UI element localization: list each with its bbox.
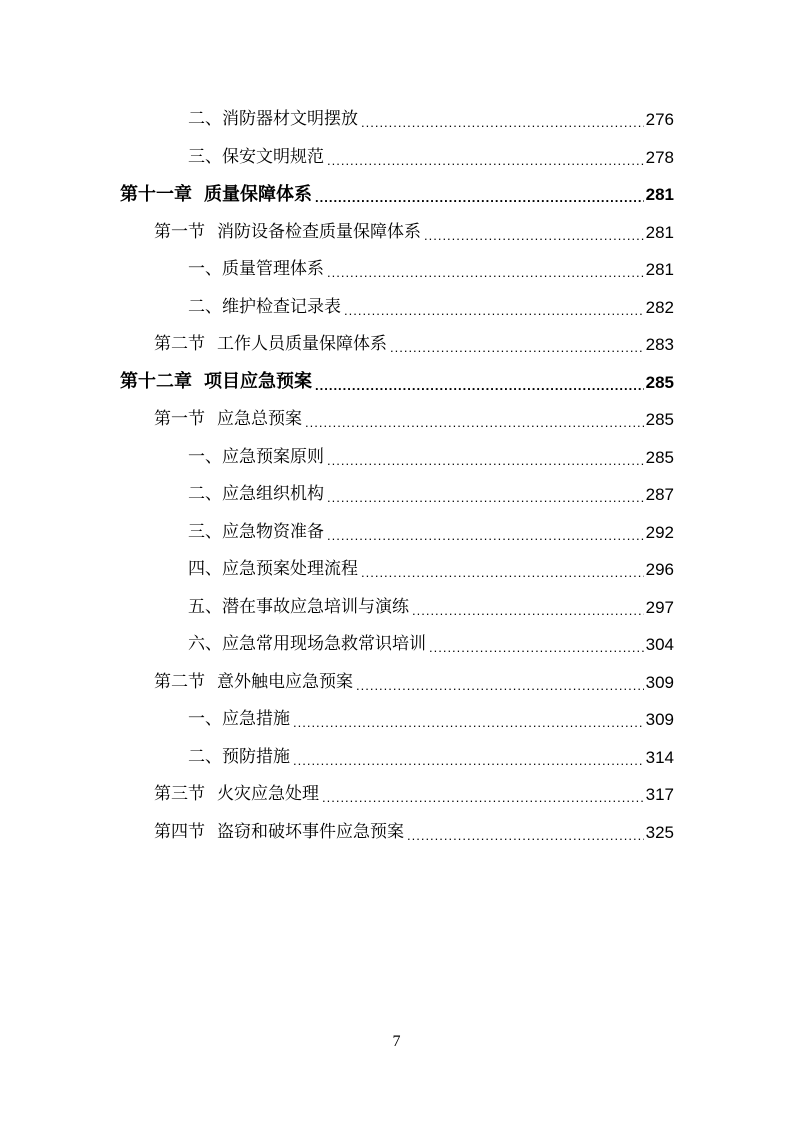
dot-leader [293,716,644,729]
toc-entry-label [154,221,421,242]
toc-entry-page: 278 [645,147,674,167]
dot-leader [322,791,644,804]
toc-entry-prefix: 第二节 [154,334,205,355]
toc-entry[interactable] [120,701,674,739]
dot-leader [327,154,644,167]
toc-entry-prefix: 第十二章 [120,371,192,393]
table-of-contents [120,101,674,851]
toc-entry-label [120,373,312,391]
toc-entry-prefix: 第二节 [154,671,205,692]
toc-entry-title: 盗窃和破坏事件应急预案 [217,821,404,842]
toc-entry-prefix: 第四节 [154,821,205,842]
toc-entry-prefix: 四、 [188,559,222,580]
toc-entry-title: 应急物资准备 [222,521,324,542]
toc-entry-label [188,486,324,503]
dot-leader [424,229,644,242]
toc-entry-prefix: 五、 [188,596,222,617]
toc-entry-page: 283 [645,335,674,355]
toc-entry-label [188,296,341,317]
toc-entry-prefix: 一、 [188,709,222,730]
toc-section-entry[interactable] [120,776,674,814]
toc-entry-label [188,746,290,767]
toc-entry-prefix: 第十一章 [120,183,192,205]
toc-entry-page: 276 [645,110,674,130]
toc-entry-title: 消防设备检查质量保障体系 [217,221,421,242]
dot-leader [356,679,644,692]
toc-entry-prefix: 三、 [188,521,222,542]
dot-leader [412,604,644,617]
toc-entry[interactable] [120,626,674,664]
toc-entry-page: 314 [645,747,674,767]
toc-entry-label [188,521,324,542]
dot-leader [293,754,644,767]
toc-entry-label [188,636,426,653]
toc-entry-label [154,821,404,842]
toc-entry-label [188,261,324,278]
dot-leader [361,566,644,579]
toc-entry-title: 工作人员质量保障体系 [217,334,387,355]
toc-entry-title: 应急常用现场急救常识培训 [222,634,426,655]
toc-entry-title: 应急措施 [222,709,290,730]
toc-entry-label [154,336,387,353]
toc-entry-title: 预防措施 [222,746,290,767]
toc-entry[interactable] [120,251,674,289]
toc-entry-prefix: 第三节 [154,784,205,805]
toc-entry-label [188,146,324,167]
toc-entry-prefix: 三、 [188,146,222,167]
toc-section-entry[interactable] [120,326,674,364]
toc-section-entry[interactable] [120,814,674,852]
toc-entry-prefix: 一、 [188,259,222,280]
dot-leader [327,266,644,279]
toc-entry[interactable] [120,551,674,589]
toc-entry[interactable] [120,439,674,477]
dot-leader [315,191,644,204]
toc-entry-page: 317 [645,785,674,805]
toc-entry-page: 309 [645,710,674,730]
toc-entry-page: 282 [645,297,674,317]
toc-entry[interactable] [120,139,674,177]
toc-entry-page: 285 [645,372,674,392]
toc-entry-title: 保安文明规范 [222,146,324,167]
dot-leader [305,416,644,429]
toc-section-entry[interactable] [120,401,674,439]
toc-entry-page: 281 [645,222,674,242]
toc-chapter-entry[interactable] [120,364,674,402]
dot-leader [429,641,644,654]
dot-leader [327,529,644,542]
toc-entry[interactable] [120,514,674,552]
toc-entry-label [154,411,302,428]
toc-entry-prefix: 二、 [188,109,222,130]
dot-leader [344,304,644,317]
toc-entry-page: 309 [645,672,674,692]
toc-entry-page: 285 [645,410,674,430]
toc-entry-title: 质量保障体系 [204,183,312,205]
toc-entry[interactable] [120,476,674,514]
toc-entry-label [154,786,319,803]
toc-entry-title: 维护检查记录表 [222,296,341,317]
toc-entry-title: 应急预案处理流程 [222,559,358,580]
toc-entry-title: 消防器材文明摆放 [222,109,358,130]
toc-entry-label [188,711,290,728]
toc-entry[interactable] [120,289,674,327]
toc-entry-label [120,183,312,205]
toc-entry[interactable] [120,589,674,627]
dot-leader [327,454,644,467]
toc-section-entry[interactable] [120,214,674,252]
toc-entry-label [188,446,324,467]
toc-entry-label [188,596,409,617]
toc-entry-page: 285 [645,447,674,467]
dot-leader [315,379,644,392]
toc-entry-label [188,111,358,128]
toc-entry-page: 296 [645,560,674,580]
toc-entry-prefix: 六、 [188,634,222,655]
toc-entry-label [154,671,353,692]
toc-entry-prefix: 第一节 [154,409,205,430]
toc-section-entry[interactable] [120,664,674,702]
toc-entry-prefix: 二、 [188,296,222,317]
toc-entry-prefix: 一、 [188,446,222,467]
toc-entry-prefix: 二、 [188,484,222,505]
toc-entry-prefix: 二、 [188,746,222,767]
toc-entry-page: 287 [645,485,674,505]
toc-entry-title: 意外触电应急预案 [217,671,353,692]
toc-entry-page: 281 [645,260,674,280]
toc-entry-title: 质量管理体系 [222,259,324,280]
toc-entry[interactable] [120,739,674,777]
toc-entry-page: 281 [645,185,674,205]
toc-entry-label [188,561,358,578]
toc-entry-title: 潜在事故应急培训与演练 [222,596,409,617]
toc-entry-title: 项目应急预案 [204,371,312,393]
toc-entry-title: 应急总预案 [217,409,302,430]
toc-entry[interactable] [120,101,674,139]
toc-chapter-entry[interactable] [120,176,674,214]
dot-leader [327,491,644,504]
toc-entry-page: 325 [645,822,674,842]
toc-entry-title: 应急组织机构 [222,484,324,505]
toc-entry-title: 火灾应急处理 [217,784,319,805]
dot-leader [361,116,644,129]
toc-entry-title: 应急预案原则 [222,446,324,467]
dot-leader [407,829,644,842]
page-number: 7 [392,1033,401,1050]
dot-leader [390,341,644,354]
toc-entry-page: 292 [645,522,674,542]
toc-entry-page: 297 [645,597,674,617]
toc-entry-page: 304 [645,635,674,655]
toc-entry-prefix: 第一节 [154,221,205,242]
